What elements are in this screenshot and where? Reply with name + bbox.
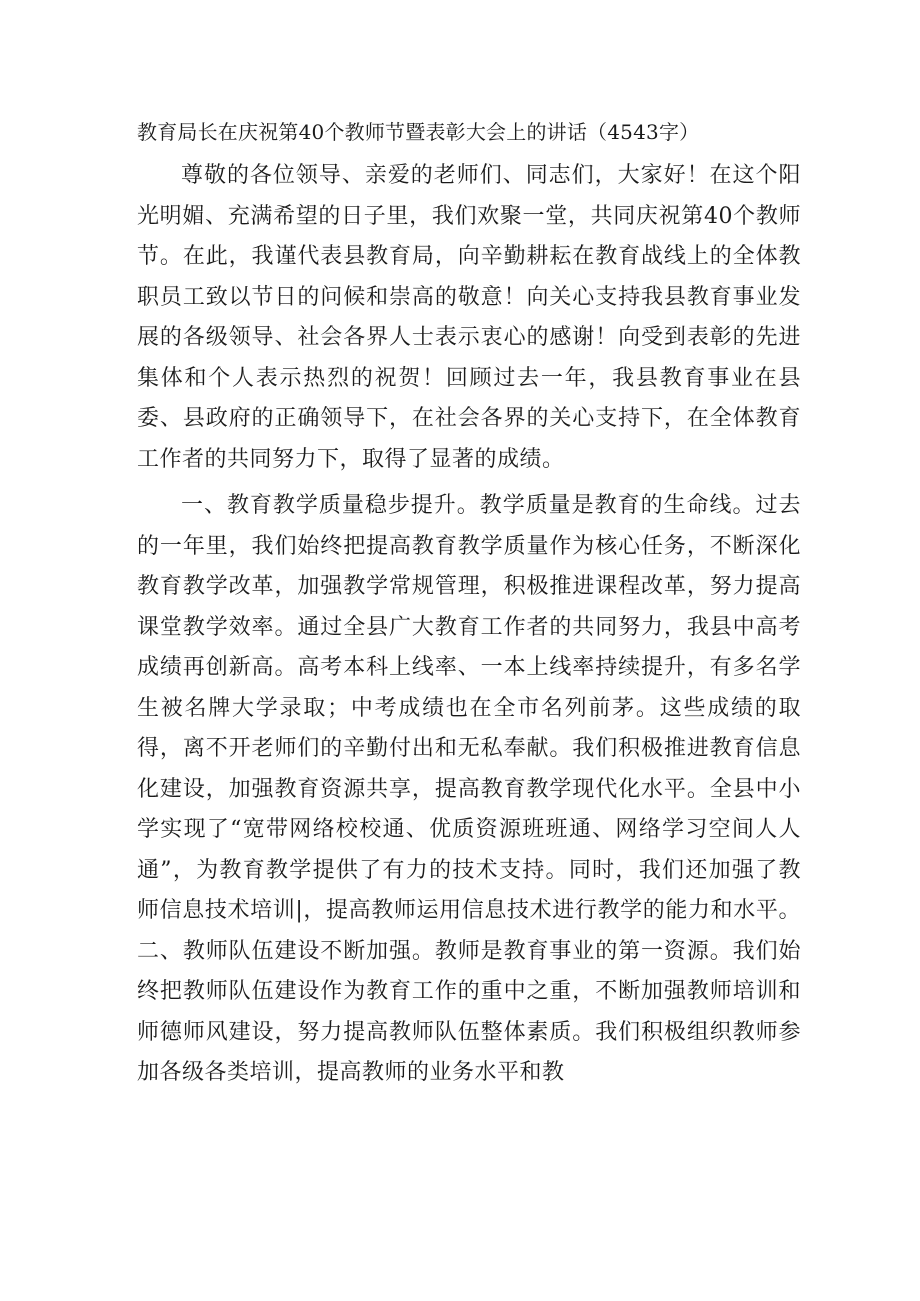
- document-body: [137, 112, 801, 1094]
- document-title: 教育局长在庆祝第40个教师节暨表彰大会上的讲话（4543字）: [137, 120, 700, 144]
- paragraph-section-one: 一、教育教学质量稳步提升。教学质量是教育的生命线。过去的一年里，我们始终把提高教育教学质量作为核心任务，不断深化教育教学改革，加强教学常规管理，积极推进课程改革，努力提高课堂教学效率。通过全县广大教育工作者的共同努力，我县中高考成绩再创新高。高考本科上线率、一本上线率持续提升，有多名学生被名牌大学录取；中考成绩也在全市名列前茅。这些成绩的取得，离不开老师们的辛勤付出和无私奉献。我们积极推进教育信息化建设，加强教育资源共享，提高教育教学现代化水平。全县中小学实现了“宽带网络校校通、优质资源班班通、网络学习空间人人通”，为教育教学提供了有力的技术支持。同时，我们还加强了教师信息技术培训|，提高教师运用信息技术进行教学的能力和水平。二、教师队伍建设不断加强。教师是教育事业的第一资源。我们始终把教师队伍建设作为教育工作的重中之重，不断加强教师培训和师德师风建设，努力提高教师队伍整体素质。我们积极组织教师参加各级各类培训，提高教师的业务水平和教: [137, 493, 801, 1085]
- paragraph-opening: 尊敬的各位领导、亲爱的老师们、同志们，大家好！在这个阳光明媚、充满希望的日子里，我们欢聚一堂，共同庆祝第40个教师节。在此，我谨代表县教育局，向辛勤耕耘在教育战线上的全体教职员工致以节日的问候和崇高的敬意！向关心支持我县教育事业发展的各级领导、社会各界人士表示衷心的感谢！向受到表彰的先进集体和个人表示热烈的祝贺！回顾过去一年，我县教育事业在县委、县政府的正确领导下，在社会各界的关心支持下，在全体教育工作者的共同努力下，取得了显著的成绩。: [137, 163, 801, 472]
